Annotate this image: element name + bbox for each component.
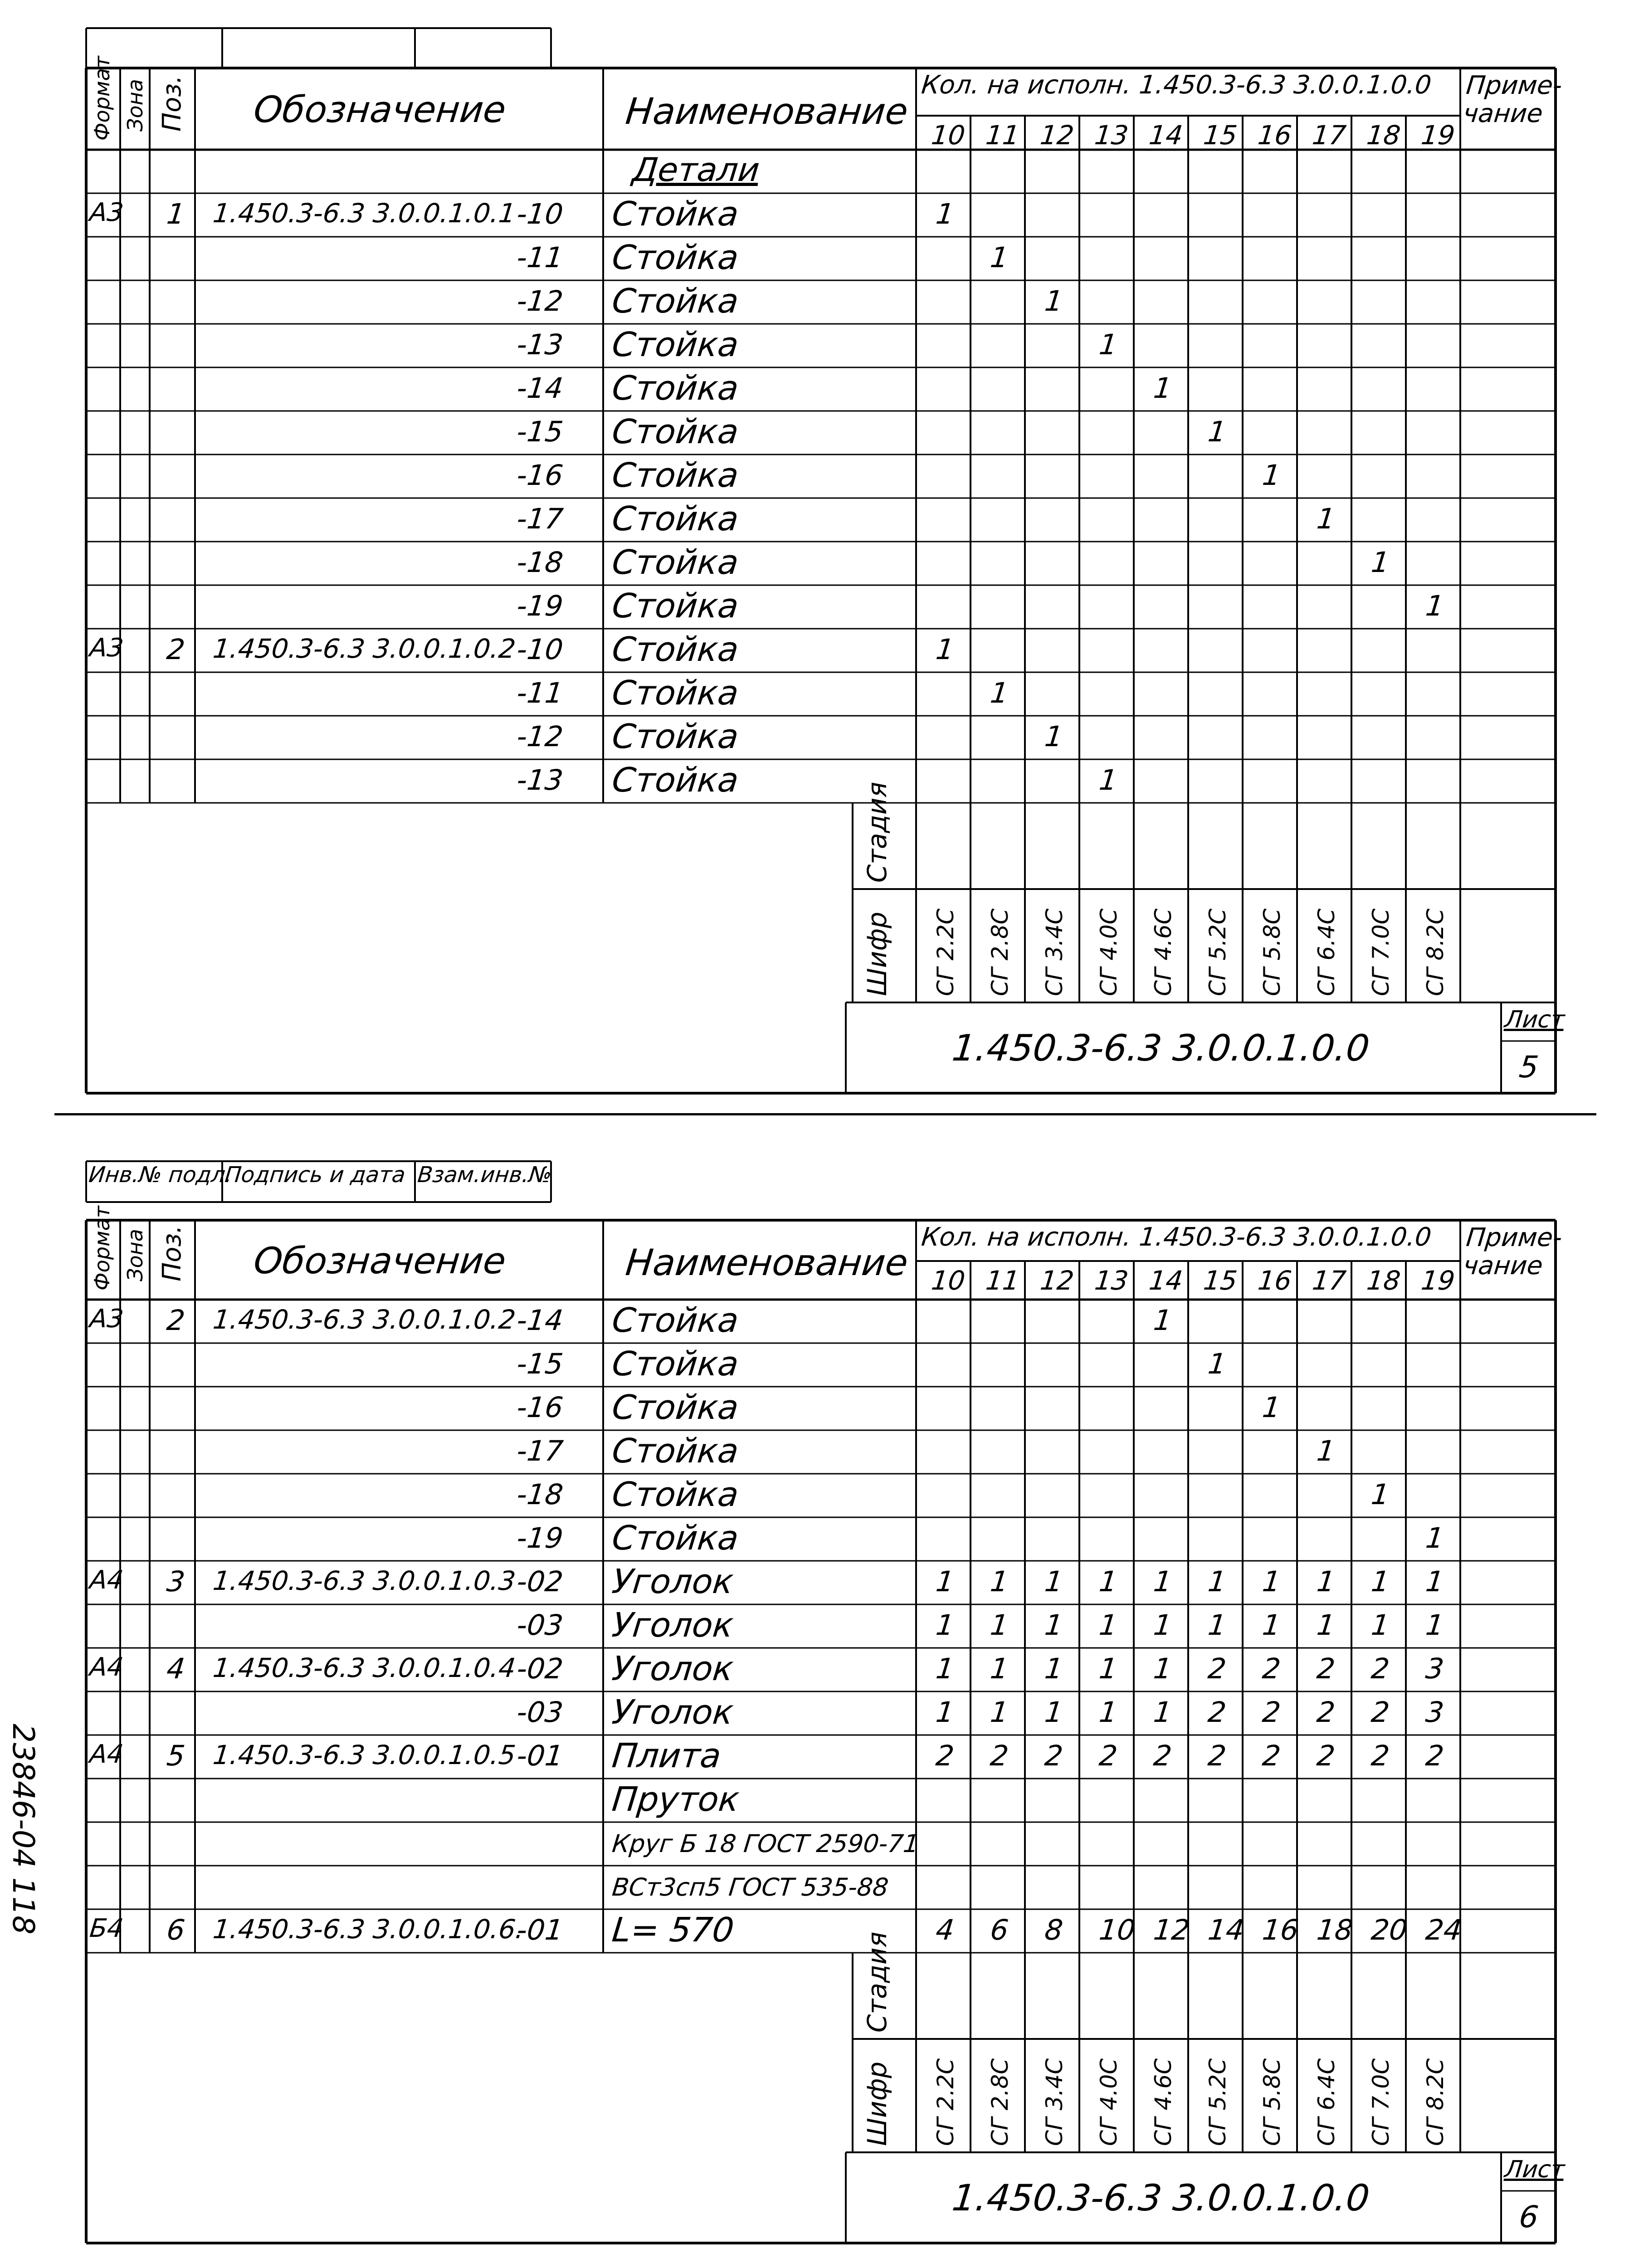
cipher-cell: СГ 4.6С [1150, 908, 1176, 996]
designation-cell: 1.450.3-6.3 3.0.0.1.0.6. [211, 1914, 526, 1945]
execution-cell: -16 [515, 459, 565, 492]
qty-cell: 2 [1370, 1739, 1391, 1772]
name-cell: L= 570 [610, 1911, 736, 1950]
format-cell: А4 [88, 1565, 125, 1595]
qty-cell: 2 [1261, 1739, 1283, 1772]
execution-cell: -19 [515, 589, 565, 622]
execution-cell: -12 [515, 284, 565, 318]
stamp-label-0: Инв.№ подл. [88, 1162, 234, 1188]
variant-header: 14 [1147, 120, 1185, 151]
variant-header: 10 [930, 120, 967, 151]
name-cell: Стойка [610, 587, 741, 626]
variant-header: 17 [1311, 1265, 1348, 1296]
execution-cell: -11 [515, 241, 565, 274]
cipher-cell: СГ 2.2С [932, 908, 959, 996]
name-cell: Уголок [610, 1606, 736, 1645]
qty-cell: 1 [989, 1608, 1010, 1642]
cipher-cell: СГ 3.4С [1041, 2058, 1068, 2146]
execution-cell: -03 [515, 1608, 565, 1642]
execution-cell: -19 [515, 1521, 565, 1554]
header-name: Наименование [624, 90, 910, 132]
name-cell: Стойка [610, 238, 741, 277]
qty-cell: 1 [1097, 763, 1119, 797]
pos-cell: 6 [165, 1913, 187, 1946]
qty-cell: 1 [1261, 1565, 1283, 1598]
name-cell: Стойка [610, 412, 741, 451]
qty-cell: 1 [1370, 546, 1391, 579]
qty-cell: 8 [1043, 1913, 1065, 1946]
execution-cell: -17 [515, 1434, 565, 1467]
pos-cell: 2 [165, 1304, 187, 1337]
execution-cell: -10 [515, 197, 565, 230]
cipher-cell: СГ 6.4С [1313, 908, 1340, 996]
execution-cell: -18 [515, 1478, 565, 1511]
qty-cell: 3 [1424, 1652, 1446, 1685]
variant-header: 13 [1093, 120, 1130, 151]
qty-cell: 2 [1206, 1739, 1228, 1772]
variant-header: 13 [1093, 1265, 1130, 1296]
qty-cell: 2 [1424, 1739, 1446, 1772]
qty-cell: 1 [1424, 589, 1446, 622]
execution-cell: -13 [515, 328, 565, 361]
cipher-cell: СГ 7.0С [1368, 908, 1394, 996]
cipher-cell: СГ 2.2С [932, 2058, 959, 2146]
name-cell: Плита [610, 1736, 723, 1775]
name-cell: Стойка [610, 456, 741, 495]
qty-cell: 2 [1152, 1739, 1174, 1772]
format-cell: А3 [88, 633, 125, 663]
qty-cell: 24 [1424, 1913, 1463, 1946]
variant-header: 18 [1365, 120, 1402, 151]
variant-header: 11 [984, 1265, 1021, 1296]
cipher-cell: СГ 8.2С [1422, 908, 1449, 996]
pos-cell: 5 [165, 1739, 187, 1772]
name-cell: Круг Б 18 ГОСТ 2590-71 [610, 1829, 921, 1858]
qty-cell: 14 [1206, 1913, 1246, 1946]
sheet-number: 6 [1517, 2200, 1541, 2234]
cipher-cell: СГ 5.2С [1205, 908, 1231, 996]
name-cell: Стойка [610, 543, 741, 582]
name-cell: Стойка [610, 1519, 741, 1558]
variant-header: 12 [1039, 120, 1076, 151]
cipher-cell: СГ 3.4С [1041, 908, 1068, 996]
qty-cell: 2 [1261, 1696, 1283, 1729]
pos-cell: 1 [165, 197, 187, 230]
qty-cell: 1 [934, 1652, 956, 1685]
qty-cell: 1 [989, 1565, 1010, 1598]
sheet-label: Лист [1503, 2156, 1566, 2183]
qty-cell: 1 [1043, 1652, 1065, 1685]
qty-cell: 18 [1315, 1913, 1355, 1946]
qty-cell: 1 [934, 1565, 956, 1598]
execution-cell: -02 [515, 1652, 565, 1685]
designation-cell: 1.450.3-6.3 3.0.0.1.0.2 [211, 633, 517, 664]
variant-header: 19 [1419, 1265, 1457, 1296]
qty-cell: 1 [989, 1652, 1010, 1685]
header-note: Приме- чание [1462, 71, 1564, 128]
qty-cell: 1 [989, 241, 1010, 274]
cipher-cell: СГ 4.0С [1096, 2058, 1122, 2146]
execution-cell: -13 [515, 763, 565, 797]
header-qty: Кол. на исполн. 1.450.3-6.3 3.0.0.1.0.0 [920, 1222, 1433, 1252]
header-designation: Обозначение [252, 1239, 508, 1282]
header-name: Наименование [624, 1241, 910, 1284]
execution-cell: -14 [515, 1304, 565, 1337]
execution-cell: -11 [515, 676, 565, 709]
qty-cell: 1 [1206, 1608, 1228, 1642]
header-note: Приме- чание [1462, 1223, 1564, 1281]
name-cell: Уголок [610, 1562, 736, 1601]
name-cell: Стойка [610, 1432, 741, 1471]
qty-cell: 1 [1152, 1608, 1174, 1642]
variant-header: 18 [1365, 1265, 1402, 1296]
name-cell: Стойка [610, 1344, 741, 1383]
qty-cell: 16 [1261, 1913, 1300, 1946]
name-cell: Стойка [610, 630, 741, 669]
execution-cell: -03 [515, 1696, 565, 1729]
name-cell: Стойка [610, 761, 741, 800]
cipher-cell: СГ 6.4С [1313, 2058, 1340, 2146]
qty-cell: 1 [934, 1696, 956, 1729]
name-cell: Стойка [610, 325, 741, 364]
header-qty: Кол. на исполн. 1.450.3-6.3 3.0.0.1.0.0 [920, 70, 1433, 100]
designation-cell: 1.450.3-6.3 3.0.0.1.0.4 [211, 1652, 517, 1683]
qty-cell: 1 [1043, 1696, 1065, 1729]
designation-cell: 1.450.3-6.3 3.0.0.1.0.3 [211, 1565, 517, 1596]
designation-cell: 1.450.3-6.3 3.0.0.1.0.1 [211, 198, 517, 229]
qty-cell: 1 [1424, 1608, 1446, 1642]
qty-cell: 1 [934, 197, 956, 230]
execution-cell: -14 [515, 371, 565, 405]
qty-cell: 1 [1097, 1696, 1119, 1729]
document-code: 1.450.3-6.3 3.0.0.1.0.0 [950, 1027, 1372, 1069]
name-cell: Уголок [610, 1649, 736, 1688]
qty-cell: 1 [1261, 1391, 1283, 1424]
name-cell: Стойка [610, 1301, 741, 1340]
qty-cell: 3 [1424, 1696, 1446, 1729]
qty-cell: 1 [1152, 1652, 1174, 1685]
cipher-label: Шифр [862, 2061, 893, 2146]
stamp-label-1: Подпись и дата [224, 1162, 407, 1188]
qty-cell: 1 [1043, 1608, 1065, 1642]
variant-header: 17 [1311, 120, 1348, 151]
name-cell: Стойка [610, 1388, 741, 1427]
qty-cell: 1 [1315, 502, 1337, 535]
qty-cell: 1 [1097, 1565, 1119, 1598]
pos-cell: 4 [165, 1652, 187, 1685]
qty-cell: 1 [1097, 1652, 1119, 1685]
qty-cell: 1 [1043, 284, 1065, 318]
qty-cell: 2 [1370, 1652, 1391, 1685]
qty-cell: 20 [1370, 1913, 1409, 1946]
qty-cell: 1 [1152, 1565, 1174, 1598]
qty-cell: 1 [1261, 459, 1283, 492]
stage-label: Стадия [862, 1931, 893, 2033]
execution-cell: -01 [515, 1739, 565, 1772]
qty-cell: 1 [989, 1696, 1010, 1729]
qty-cell: 1 [1097, 1608, 1119, 1642]
variant-header: 11 [984, 120, 1021, 151]
qty-cell: 1 [1152, 371, 1174, 405]
cipher-cell: СГ 7.0С [1368, 2058, 1394, 2146]
qty-cell: 1 [1043, 1565, 1065, 1598]
qty-cell: 2 [1315, 1696, 1337, 1729]
qty-cell: 2 [1315, 1652, 1337, 1685]
qty-cell: 2 [934, 1739, 956, 1772]
qty-cell: 1 [934, 1608, 956, 1642]
sheet-divider [54, 1113, 1596, 1115]
qty-cell: 1 [1152, 1304, 1174, 1337]
designation-cell: 1.450.3-6.3 3.0.0.1.0.5 [211, 1740, 517, 1770]
header-zone: Зона [123, 79, 147, 132]
qty-cell: 2 [1370, 1696, 1391, 1729]
header-pos: Поз. [157, 75, 187, 132]
qty-cell: 2 [1261, 1652, 1283, 1685]
header-designation: Обозначение [252, 88, 508, 131]
qty-cell: 2 [989, 1739, 1010, 1772]
variant-header: 14 [1147, 1265, 1185, 1296]
section-title: Детали [630, 151, 761, 189]
document-code: 1.450.3-6.3 3.0.0.1.0.0 [950, 2177, 1372, 2219]
cipher-cell: СГ 8.2С [1422, 2058, 1449, 2146]
cipher-cell: СГ 2.8С [987, 908, 1013, 996]
qty-cell: 2 [1206, 1696, 1228, 1729]
qty-cell: 2 [1315, 1739, 1337, 1772]
stamp-label-2: Взам.инв.№ [416, 1162, 553, 1188]
qty-cell: 1 [1206, 415, 1228, 448]
cipher-cell: СГ 2.8С [987, 2058, 1013, 2146]
variant-header: 10 [930, 1265, 967, 1296]
cipher-label: Шифр [862, 911, 893, 996]
header-zone: Зона [123, 1229, 147, 1281]
name-cell: Пруток [610, 1780, 741, 1819]
qty-cell: 2 [1043, 1739, 1065, 1772]
name-cell: Стойка [610, 1475, 741, 1514]
name-cell: ВСт3сп5 ГОСТ 535-88 [610, 1873, 890, 1901]
qty-cell: 1 [1206, 1565, 1228, 1598]
cipher-cell: СГ 5.2С [1205, 2058, 1231, 2146]
qty-cell: 1 [1370, 1478, 1391, 1511]
format-cell: Б4 [88, 1914, 125, 1943]
qty-cell: 1 [1424, 1565, 1446, 1598]
designation-cell: 1.450.3-6.3 3.0.0.1.0.2 [211, 1304, 517, 1335]
qty-cell: 1 [1315, 1608, 1337, 1642]
qty-cell: 2 [1206, 1652, 1228, 1685]
variant-header: 16 [1256, 1265, 1293, 1296]
header-format: Формат [90, 1206, 114, 1290]
qty-cell: 1 [1370, 1608, 1391, 1642]
qty-cell: 12 [1152, 1913, 1191, 1946]
execution-cell: -01 [515, 1913, 565, 1946]
execution-cell: -02 [515, 1565, 565, 1598]
execution-cell: -18 [515, 546, 565, 579]
name-cell: Стойка [610, 499, 741, 538]
cipher-cell: СГ 5.8С [1259, 2058, 1285, 2146]
stage-label: Стадия [862, 782, 893, 883]
pos-cell: 3 [165, 1565, 187, 1598]
qty-cell: 1 [1370, 1565, 1391, 1598]
name-cell: Стойка [610, 369, 741, 408]
sheet-number: 5 [1517, 1050, 1541, 1085]
qty-cell: 1 [1152, 1696, 1174, 1729]
qty-cell: 1 [1261, 1608, 1283, 1642]
qty-cell: 2 [1097, 1739, 1119, 1772]
qty-cell: 4 [934, 1913, 956, 1946]
spec-sheet-5 [0, 18, 1629, 1098]
execution-cell: -17 [515, 502, 565, 535]
spec-sheet-6 [0, 1152, 1629, 2259]
execution-cell: -10 [515, 633, 565, 666]
format-cell: А4 [88, 1740, 125, 1769]
execution-cell: -16 [515, 1391, 565, 1424]
qty-cell: 10 [1097, 1913, 1137, 1946]
variant-header: 15 [1202, 1265, 1239, 1296]
pos-cell: 2 [165, 633, 187, 666]
variant-header: 16 [1256, 120, 1293, 151]
name-cell: Стойка [610, 282, 741, 321]
qty-cell: 1 [1315, 1434, 1337, 1467]
cipher-cell: СГ 4.0С [1096, 908, 1122, 996]
qty-cell: 1 [989, 676, 1010, 709]
qty-cell: 1 [1043, 720, 1065, 753]
name-cell: Стойка [610, 674, 741, 713]
qty-cell: 1 [1424, 1521, 1446, 1554]
variant-header: 12 [1039, 1265, 1076, 1296]
name-cell: Уголок [610, 1693, 736, 1732]
variant-header: 19 [1419, 120, 1457, 151]
sheet-label: Лист [1503, 1006, 1566, 1033]
format-cell: А3 [88, 1304, 125, 1334]
qty-cell: 1 [1315, 1565, 1337, 1598]
qty-cell: 6 [989, 1913, 1010, 1946]
cipher-cell: СГ 5.8С [1259, 908, 1285, 996]
execution-cell: -15 [515, 415, 565, 448]
qty-cell: 1 [1097, 328, 1119, 361]
execution-cell: -12 [515, 720, 565, 753]
cipher-cell: СГ 4.6С [1150, 2058, 1176, 2146]
variant-header: 15 [1202, 120, 1239, 151]
format-cell: А4 [88, 1652, 125, 1682]
qty-cell: 1 [1206, 1347, 1228, 1380]
execution-cell: -15 [515, 1347, 565, 1380]
qty-cell: 1 [934, 633, 956, 666]
archive-number: 23846-04 118 [6, 1724, 41, 1935]
name-cell: Стойка [610, 717, 741, 756]
format-cell: А3 [88, 198, 125, 227]
header-pos: Поз. [157, 1225, 187, 1281]
header-format: Формат [90, 56, 114, 141]
name-cell: Стойка [610, 195, 741, 234]
